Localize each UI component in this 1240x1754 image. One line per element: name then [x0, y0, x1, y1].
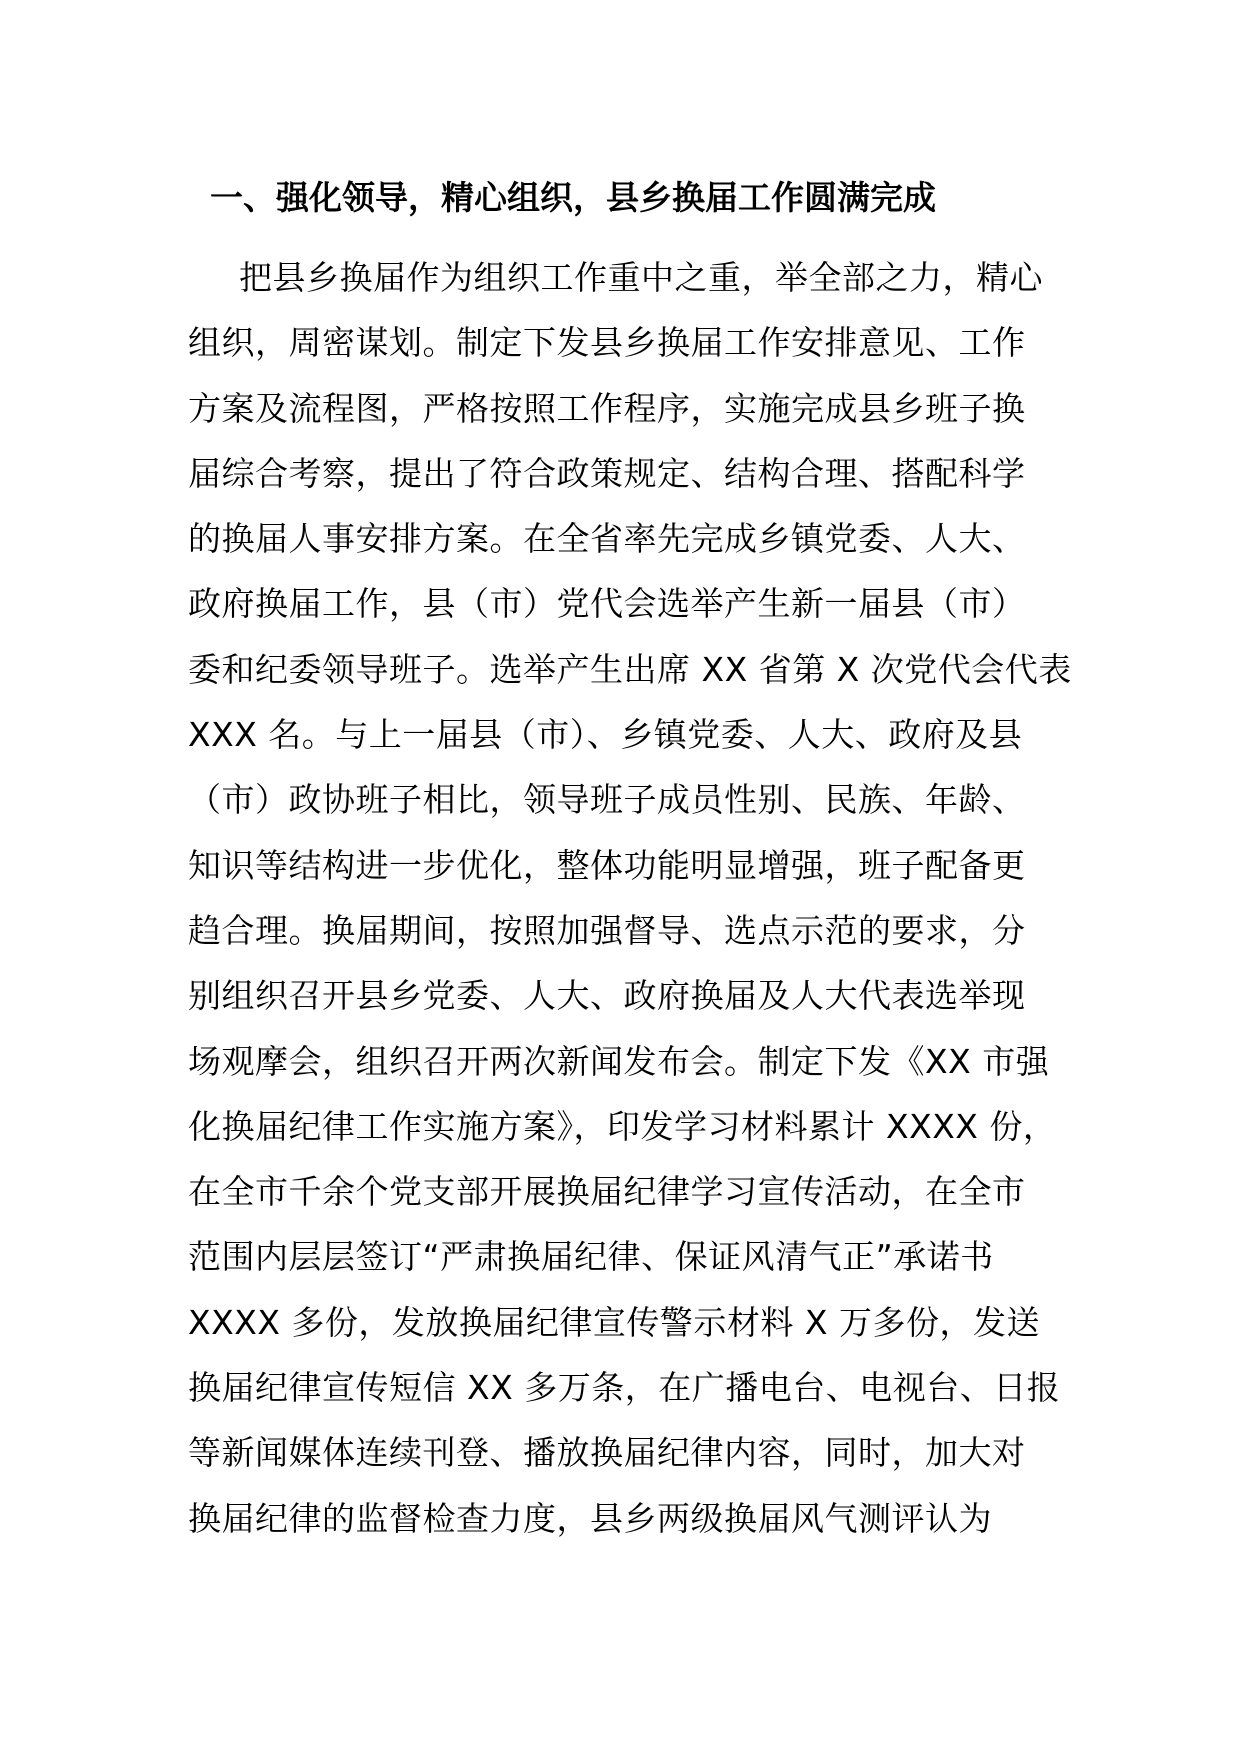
paragraph-line: XXX 名。与上一届县（市）、乡镇党委、人大、政府及县	[188, 715, 1023, 755]
paragraph-line: 组织，周密谋划。制定下发县乡换届工作安排意见、工作	[188, 323, 1026, 363]
paragraph-line: 知识等结构进一步优化，整体功能明显增强，班子配备更	[188, 845, 1026, 885]
paragraph-line: 方案及流程图，严格按照工作程序，实施完成县乡班子换	[188, 388, 1026, 428]
body-paragraph	[188, 245, 1088, 1551]
paragraph-line: XXXX 多份，发放换届纪律宣传警示材料 X 万多份，发送	[188, 1302, 1041, 1342]
paragraph-line: 届综合考察，提出了符合政策规定、结构合理、搭配科学	[188, 453, 1026, 493]
paragraph-line: 场观摩会，组织召开两次新闻发布会。制定下发《XX 市强	[188, 1041, 1050, 1081]
paragraph-line: 委和纪委领导班子。选举产生出席 XX 省第 X 次党代会代表	[188, 649, 1072, 689]
paragraph-line: 在全市千余个党支部开展换届纪律学习宣传活动，在全市	[188, 1172, 1026, 1212]
paragraph-line: 等新闻媒体连续刊登、播放换届纪律内容，同时，加大对	[188, 1433, 1026, 1473]
paragraph-line: （市）政协班子相比，领导班子成员性别、民族、年龄、	[188, 780, 1026, 820]
paragraph-line: 换届纪律的监督检查力度，县乡两级换届风气测评认为	[188, 1498, 992, 1538]
paragraph-line: 换届纪律宣传短信 XX 多万条，在广播电台、电视台、日报	[188, 1368, 1061, 1408]
paragraph-line: 政府换届工作，县（市）党代会选举产生新一届县（市）	[188, 584, 1026, 624]
paragraph-line: 范围内层层签订“严肃换届纪律、保证风清气正”承诺书	[188, 1237, 994, 1277]
paragraph-line: 把县乡换届作为组织工作重中之重，举全部之力，精心	[239, 258, 1043, 297]
paragraph-line: 化换届纪律工作实施方案》，印发学习材料累计 XXXX 份，	[188, 1106, 1057, 1146]
paragraph-line: 别组织召开县乡党委、人大、政府换届及人大代表选举现	[188, 976, 1026, 1016]
paragraph-line: 的换届人事安排方案。在全省率先完成乡镇党委、人大、	[188, 519, 1026, 559]
paragraph-line: 趋合理。换届期间，按照加强督导、选点示范的要求，分	[188, 910, 1026, 950]
section-heading: 一、强化领导，精心组织，县乡换届工作圆满完成	[210, 178, 936, 217]
